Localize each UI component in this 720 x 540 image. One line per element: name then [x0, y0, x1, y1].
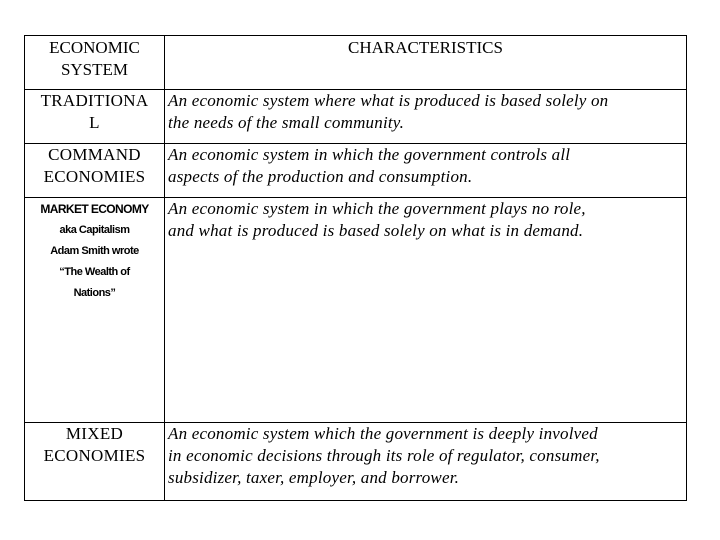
- description-line: An economic system in which the government plays no role,: [168, 199, 586, 218]
- table-row-command: [25, 144, 687, 198]
- system-note-line: Nations”: [73, 287, 116, 299]
- description-cell-mixed: [165, 423, 687, 501]
- header-system-line-1: ECONOMIC: [49, 38, 140, 57]
- header-system-line-2: SYSTEM: [60, 60, 129, 79]
- description-line: An economic system in which the government controls all: [168, 145, 571, 164]
- description-line: An economic system where what is produced is based solely on: [168, 91, 609, 110]
- description-line: the needs of the small community.: [168, 113, 405, 132]
- system-name-line: MARKET ECONOMY: [40, 202, 149, 216]
- system-name-line: ECONOMIES: [43, 167, 146, 186]
- system-cell-mixed: [25, 423, 165, 501]
- system-cell-command: [25, 144, 165, 198]
- system-note-line: Adam Smith wrote: [50, 245, 139, 257]
- system-name-line: COMMAND: [48, 145, 141, 164]
- system-name-line: MIXED: [65, 424, 124, 443]
- header-row: [25, 36, 687, 90]
- header-characteristics: [165, 36, 687, 90]
- system-name-line: TRADITIONA: [40, 91, 149, 110]
- description-line: in economic decisions through its role of regulator, consumer,: [168, 446, 600, 465]
- system-note-line: “The Wealth of: [59, 266, 130, 278]
- description-cell-command: [165, 144, 687, 198]
- header-economic-system: [25, 36, 165, 90]
- description-line: An economic system which the government is deeply involved: [168, 424, 598, 443]
- system-name-line: L: [89, 113, 100, 132]
- table-row-market: [25, 198, 687, 423]
- economic-systems-table: [24, 35, 687, 501]
- description-cell-traditional: [165, 90, 687, 144]
- table-row-mixed: [25, 423, 687, 501]
- description-line: subsidizer, taxer, employer, and borrower.: [168, 468, 460, 487]
- table-row-traditional: [25, 90, 687, 144]
- description-line: and what is produced is based solely on what is in demand.: [168, 221, 584, 240]
- header-characteristics-text: CHARACTERISTICS: [348, 38, 503, 57]
- system-name-line: ECONOMIES: [43, 446, 146, 465]
- system-cell-traditional: [25, 90, 165, 144]
- description-line: aspects of the production and consumption.: [168, 167, 473, 186]
- system-cell-market: [25, 198, 165, 423]
- system-note-line: aka Capitalism: [59, 224, 130, 236]
- description-cell-market: [165, 198, 687, 423]
